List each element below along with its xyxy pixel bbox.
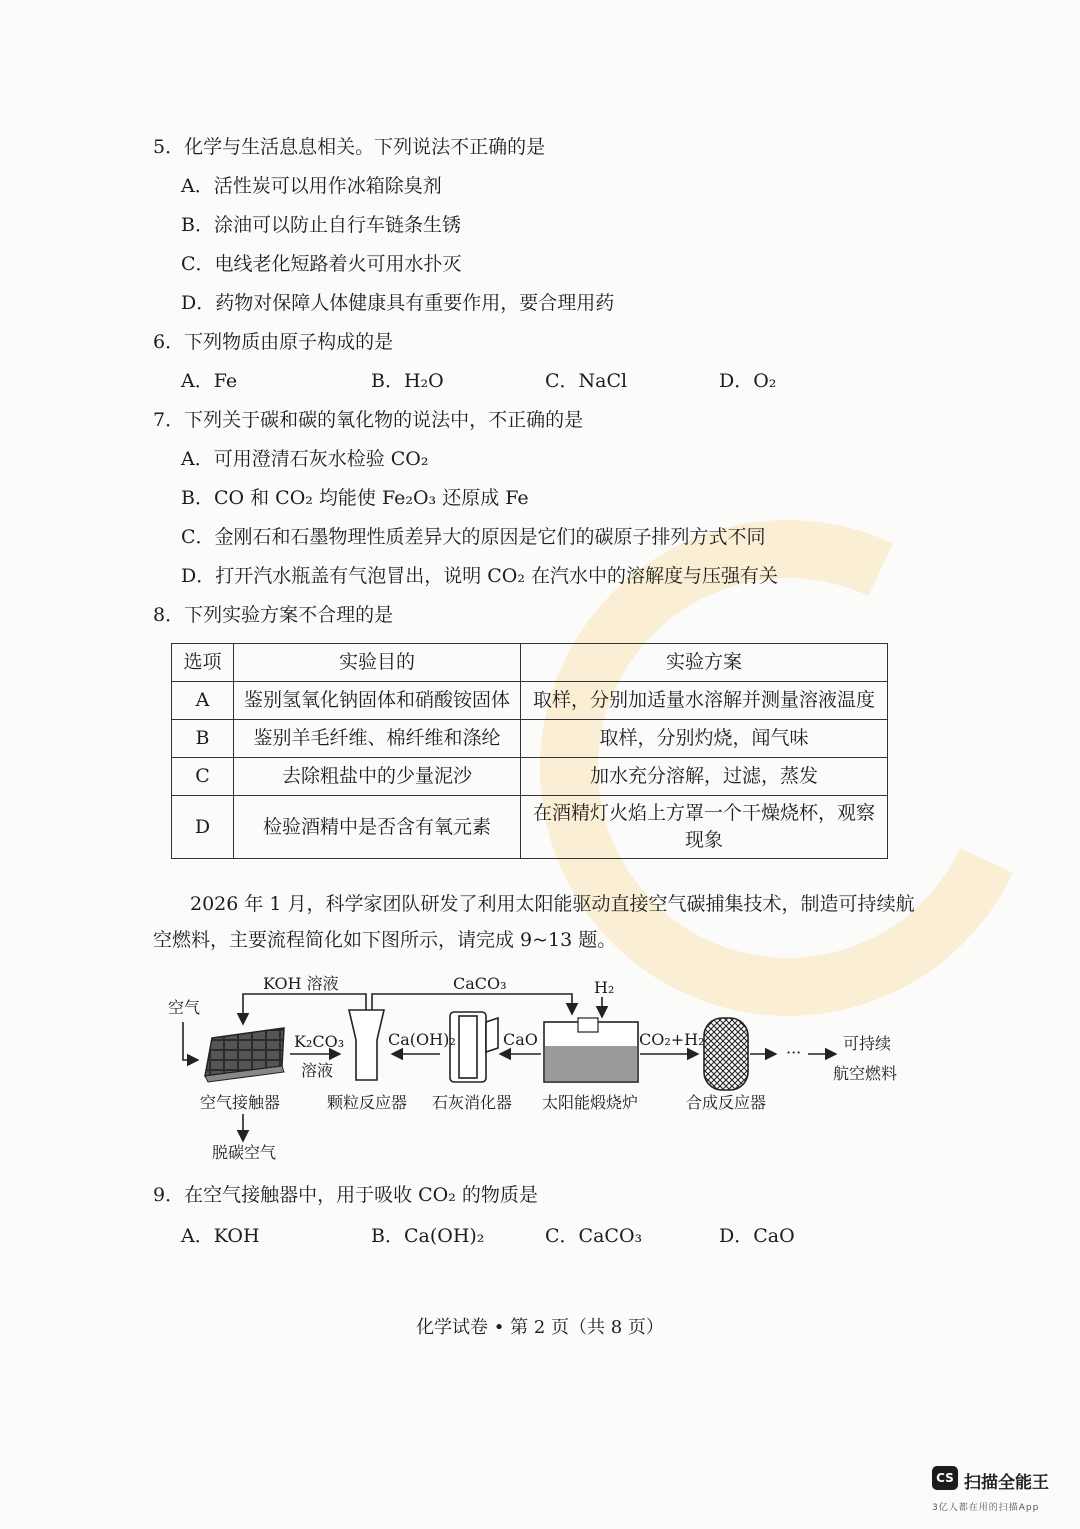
row-purpose: 鉴别羊毛纤维、棉纤维和涤纶 (234, 720, 521, 758)
row-plan: 取样，分别灼烧，闻气味 (521, 720, 888, 758)
q5-option-c: C．电线老化短路着火可用水扑灭 (181, 253, 462, 275)
label-caoh2: Ca(OH)₂ (388, 1030, 456, 1049)
row-plan: 取样，分别加适量水溶解并测量溶液温度 (521, 682, 888, 720)
q6-stem: 6．下列物质由原子构成的是 (153, 331, 394, 353)
q7-stem: 7．下列关于碳和碳的氧化物的说法中，不正确的是 (153, 409, 584, 431)
row-option: A (172, 682, 234, 720)
header-option: 选项 (172, 644, 234, 682)
label-caco3: CaCO₃ (453, 974, 507, 993)
scanner-logo-icon: CS (932, 1466, 958, 1490)
label-decarbonized-air: 脱碳空气 (212, 1143, 277, 1162)
label-k2co3: K₂CO₃ (294, 1032, 345, 1051)
row-option: C (172, 758, 234, 796)
label-synthesis-reactor: 合成反应器 (686, 1093, 767, 1112)
solar-calciner-icon (544, 1018, 638, 1082)
air-inlet-arrow (183, 1022, 198, 1060)
pellet-reactor-icon (349, 1010, 384, 1080)
label-air-contactor: 空气接触器 (200, 1093, 281, 1112)
q9-stem: 9．在空气接触器中，用于吸收 CO₂ 的物质是 (153, 1184, 538, 1206)
header-purpose: 实验目的 (234, 644, 521, 682)
q9-option-d: D．CaO (719, 1225, 795, 1247)
q5-option-a: A．活性炭可以用作冰箱除臭剂 (181, 175, 442, 197)
label-lime-slaker: 石灰消化器 (432, 1093, 513, 1112)
row-option: B (172, 720, 234, 758)
scanner-tagline: 3亿人都在用的扫描App (932, 1503, 1040, 1513)
q7-option-b: B．CO 和 CO₂ 均能使 Fe₂O₃ 还原成 Fe (181, 487, 529, 509)
row-plan: 在酒精灯火焰上方罩一个干燥烧杯，观察现象 (521, 796, 888, 859)
label-cao: CaO (503, 1030, 538, 1049)
q9-option-a: A．KOH (181, 1225, 260, 1247)
label-air: 空气 (168, 998, 201, 1017)
label-solar-calciner: 太阳能煅烧炉 (542, 1093, 639, 1112)
label-solution: 溶液 (301, 1061, 334, 1080)
label-fuel-line-2: 航空燃料 (833, 1064, 898, 1083)
q9-option-c: C．CaCO₃ (545, 1225, 643, 1247)
label-fuel-line-1: 可持续 (843, 1034, 892, 1053)
page-footer: 化学试卷 • 第 2 页（共 8 页） (416, 1317, 664, 1338)
q9-option-b: B．Ca(OH)₂ (371, 1225, 485, 1247)
row-option: D (172, 796, 234, 859)
caco3-line (372, 994, 572, 1014)
label-ellipsis: ··· (786, 1043, 802, 1062)
label-koh-solution: KOH 溶液 (263, 974, 339, 993)
q5-stem: 5．化学与生活息息相关。下列说法不正确的是 (153, 136, 546, 158)
synthesis-reactor-icon (704, 1018, 748, 1090)
q5-option-d: D．药物对保障人体健康具有重要作用，要合理用药 (181, 292, 615, 314)
q5-option-b: B．涂油可以防止自行车链条生锈 (181, 214, 461, 236)
label-h2: H₂ (594, 978, 615, 997)
solar-panel-icon (205, 1028, 284, 1082)
row-plan: 加水充分溶解，过滤，蒸发 (521, 758, 888, 796)
passage-line-1: 2026 年 1 月，科学家团队研发了利用太阳能驱动直接空气碳捕集技术，制造可持续航 (190, 893, 915, 915)
q6-option-d: D．O₂ (719, 370, 777, 392)
row-purpose: 去除粗盐中的少量泥沙 (234, 758, 521, 796)
label-co2-h2: CO₂+H₂ (639, 1030, 705, 1049)
q6-option-a: A．Fe (181, 370, 238, 392)
q8-stem: 8．下列实验方案不合理的是 (153, 604, 394, 626)
q7-option-a: A．可用澄清石灰水检验 CO₂ (181, 448, 429, 470)
header-plan: 实验方案 (521, 644, 888, 682)
lime-slaker-icon (450, 1012, 498, 1082)
scanner-app-name: 扫描全能王 (964, 1473, 1049, 1493)
q7-option-c: C．金刚石和石墨物理性质差异大的原因是它们的碳原子排列方式不同 (181, 526, 766, 548)
row-purpose: 鉴别氢氧化钠固体和硝酸铵固体 (234, 682, 521, 720)
q6-option-b: B．H₂O (371, 370, 444, 392)
q6-option-c: C．NaCl (545, 370, 628, 392)
row-purpose: 检验酒精中是否含有氧元素 (234, 796, 521, 859)
koh-loop-line (243, 994, 366, 1024)
q7-option-d: D．打开汽水瓶盖有气泡冒出，说明 CO₂ 在汽水中的溶解度与压强有关 (181, 565, 779, 587)
label-pellet-reactor: 颗粒反应器 (327, 1093, 408, 1112)
passage-line-2: 空燃料，主要流程简化如下图所示，请完成 9~13 题。 (153, 929, 617, 951)
